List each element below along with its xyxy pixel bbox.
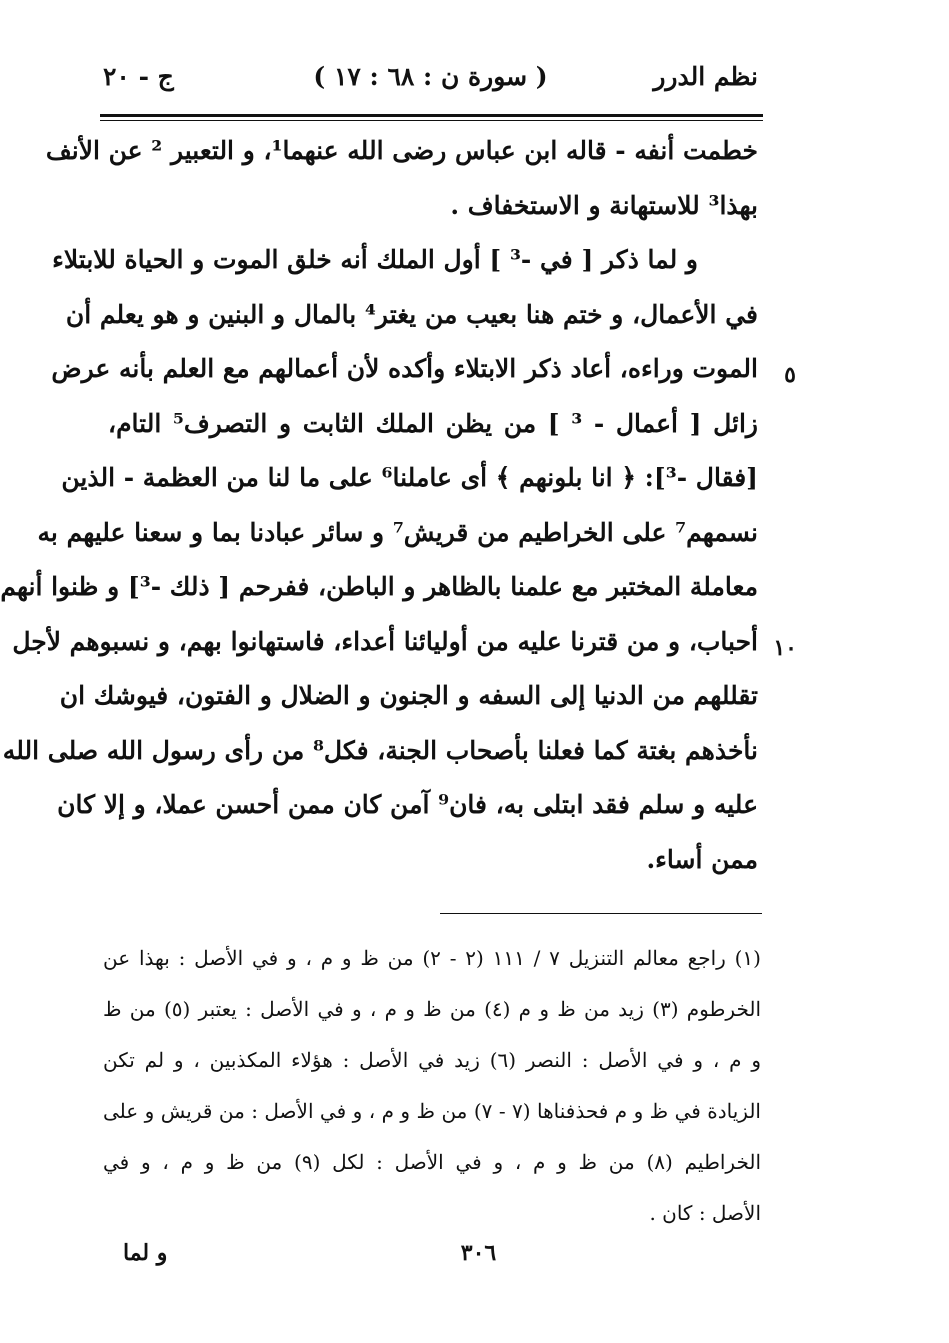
book-title: نظم الدرر <box>653 62 758 91</box>
page-number: ٣٠٦ <box>460 1240 497 1266</box>
header-rule <box>100 114 763 117</box>
text-line: بهذا³ للاستهانة و الاستخفاف . <box>450 190 758 220</box>
line-number-10: ١٠ <box>773 635 797 661</box>
text-line: أحباب، و من قترنا عليه من أوليائنا أعداء، فاستهانوا بهم، و نسبوهم لأجل <box>12 626 758 656</box>
footnote-line: الخرطوم (٣) زيد من ظ و م (٤) من ظ و م ، و في الأصل : يعتبر (٥) من ظ <box>103 997 762 1021</box>
header-rule-thin <box>100 120 763 121</box>
footnote-separator <box>440 913 762 914</box>
text-line: نأخذهم بغتة كما فعلنا بأصحاب الجنة، فكل⁸ من رأى رسول الله صلى الله <box>2 735 758 765</box>
footnote-line: الأصل : كان . <box>649 1201 761 1225</box>
footnote-line: الزيادة في ظ و م فحذفناها (٧ - ٧) من ظ و م ، و في الأصل : من قريش و على <box>103 1099 761 1123</box>
catchword: و لما <box>123 1240 168 1266</box>
main-text <box>0 124 758 887</box>
volume-number: ج - ٢٠ <box>103 62 174 91</box>
text-line: [فقال -³]: ﴿ انا بلونهم ﴾ أى عاملنا⁶ على ما لنا من العظمة - الذين <box>61 463 758 492</box>
text-line: ممن أساء. <box>646 844 758 874</box>
line-number-5: ٥ <box>784 362 796 388</box>
surah-reference: ( سورة ن : ٦٨ : ١٧ ) <box>313 62 548 91</box>
footnote-line: (١) راجع معالم التنزيل ٧ / ١١١ (٢ - ٢) من ظ و م ، و في الأصل : بهذا عن <box>103 946 761 970</box>
footnotes <box>103 933 761 1239</box>
text-line: خطمت أنفه - قاله ابن عباس رضى الله عنهما¹، و التعبير ² عن الأنف <box>45 136 758 165</box>
text-line: و لما ذكر [ في -³ ] أول الملك أنه خلق الموت و الحياة للابتلاء <box>52 245 698 274</box>
text-line: في الأعمال، و ختم هنا بعيب من يغتر⁴ بالمال و البنين و هو يعلم أن <box>65 299 758 329</box>
footnote-line: الخراطيم (٨) من ظ و م ، و في الأصل : لكل (٩) من ظ و م ، و في <box>103 1150 762 1174</box>
text-line: معاملة المختبر مع علمنا بالظاهر و الباطن، ففرحم [ ذلك -³] و ظنوا أنهم <box>0 572 758 601</box>
text-line: زائل [ أعمال - ³ ] من يظن الملك الثابت و التصرف⁵ التام، <box>108 408 758 438</box>
footnote-line: و م ، و في الأصل : النصر (٦) زيد في الأصل : هؤلاء المكذبين ، و لم تكن <box>103 1048 761 1072</box>
text-line: عليه و سلم فقد ابتلى به، فان⁹ آمن كان ممن أحسن عملا، و إلا كان <box>57 790 758 819</box>
text-line: نسمهم⁷ على الخراطيم من قريش⁷ و سائر عبادنا بما و سعنا عليهم به <box>37 517 758 547</box>
running-header <box>103 62 758 102</box>
text-line: تقللهم من الدنيا إلى السفه و الجنون و الضلال و الفتون، فيوشك ان <box>59 681 758 710</box>
text-line: الموت وراءه، أعاد ذكر الابتلاء وأكده لأن أعمالهم مع العلم بأنه عرض <box>51 354 758 383</box>
